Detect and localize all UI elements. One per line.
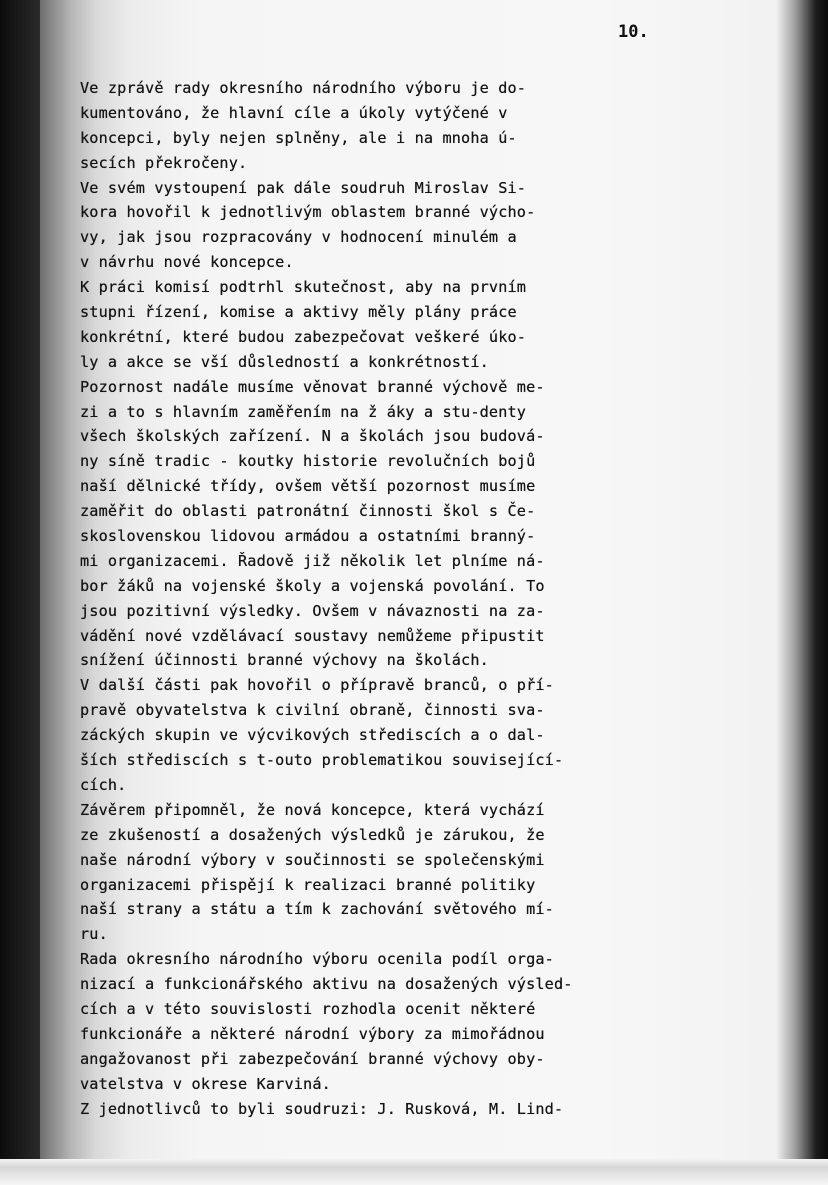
scan-shadow-right bbox=[776, 0, 828, 1185]
text-line: naší dělnické třídy, ovšem větší pozornost musíme bbox=[80, 477, 536, 496]
text-line: pravě obyvatelstva k civilní obraně, činnosti sva- bbox=[80, 701, 545, 720]
text-line: zi a to s hlavním zaměřením na ž áky a stu-denty bbox=[80, 402, 527, 421]
text-line: Závěrem připomněl, že nová koncepce, která vychází bbox=[80, 800, 545, 819]
text-line: v návrhu nové koncepce. bbox=[80, 253, 294, 272]
text-line: cích. bbox=[80, 775, 127, 794]
text-line: kora hovořil k jednotlivým oblastem branné výcho- bbox=[80, 203, 536, 222]
text-line: záckých skupin ve výcvikových střediscích a o dal- bbox=[80, 726, 545, 745]
text-line: mi organizacemi. Řadově již několik let plníme ná- bbox=[80, 551, 545, 570]
text-line: Pozornost nadále musíme věnovat branné výchově me- bbox=[80, 377, 545, 396]
text-line: Ve zprávě rady okresního národního výboru je do- bbox=[80, 79, 527, 97]
text-line: konkrétní, které budou zabezpečovat veškeré úko- bbox=[80, 327, 527, 346]
text-line: koncepci, byly nejen splněny, ale i na mnoha ú- bbox=[80, 128, 517, 147]
text-line: stupni řízení, komise a aktivy měly plány práce bbox=[80, 303, 517, 322]
text-line: ly a akce se vší důsledností a konkrétností. bbox=[80, 352, 489, 371]
text-line: naše národní výbory v součinnosti se společenskými bbox=[80, 850, 545, 869]
scan-shadow-bottom bbox=[0, 1159, 828, 1185]
text-line: jsou pozitivní výsledky. Ovšem v návaznosti na za- bbox=[80, 601, 545, 620]
text-line: ze zkušeností a dosažených výsledků je zárukou, že bbox=[80, 825, 545, 844]
text-line: ru. bbox=[80, 925, 108, 944]
text-line: skoslovenskou lidovou armádou a ostatními branný- bbox=[80, 527, 536, 546]
text-line: Rada okresního národního výboru ocenila podíl orga- bbox=[80, 950, 554, 969]
text-line: ších střediscích s t-outo problematikou související- bbox=[80, 751, 564, 770]
text-line: naší strany a státu a tím k zachování světového mí- bbox=[80, 900, 554, 919]
text-line: cích a v této souvislosti rozhodla ocenit některé bbox=[80, 999, 536, 1018]
document-body bbox=[80, 76, 660, 1121]
text-line: V další části pak hovořil o přípravě branců, o pří- bbox=[80, 676, 554, 695]
text-line: vatelstva v okrese Karviná. bbox=[80, 1074, 331, 1093]
text-line: angažovanost při zabezpečování branné výchovy oby- bbox=[80, 1049, 545, 1068]
text-line: secích překročeny. bbox=[80, 153, 248, 172]
text-line: všech školských zařízení. N a školách jsou budová- bbox=[80, 427, 545, 446]
text-line: vádění nové vzdělávací soustavy nemůžeme připustit bbox=[80, 626, 545, 645]
text-line: K práci komisí podtrhl skutečnost, aby na prvním bbox=[80, 278, 527, 297]
text-line: ny síně tradic - koutky historie revolučních bojů bbox=[80, 452, 536, 471]
text-line: funkcionáře a některé národní výbory za mimořádnou bbox=[80, 1024, 545, 1043]
page-number: 10. bbox=[618, 22, 649, 42]
text-line: kumentováno, že hlavní cíle a úkoly vytýčené v bbox=[80, 103, 508, 122]
text-line: bor žáků na vojenské školy a vojenská povolání. To bbox=[80, 576, 545, 595]
text-line: Ve svém vystoupení pak dále soudruh Miroslav Si- bbox=[80, 178, 527, 197]
text-line: Z jednotlivců to byli soudruzi: J. Rusková, M. Lind- bbox=[80, 1099, 564, 1118]
text-line: snížení účinnosti branné výchovy na školách. bbox=[80, 651, 489, 670]
text-line: vy, jak jsou rozpracovány v hodnocení minulém a bbox=[80, 228, 517, 247]
text-line: nizací a funkcionářského aktivu na dosažených výsled- bbox=[80, 975, 573, 994]
text-line: zaměřit do oblasti patronátní činnosti škol s Če- bbox=[80, 502, 536, 521]
scan-shadow-left bbox=[0, 0, 40, 1185]
text-line: organizacemi přispějí k realizaci branné politiky bbox=[80, 875, 536, 894]
